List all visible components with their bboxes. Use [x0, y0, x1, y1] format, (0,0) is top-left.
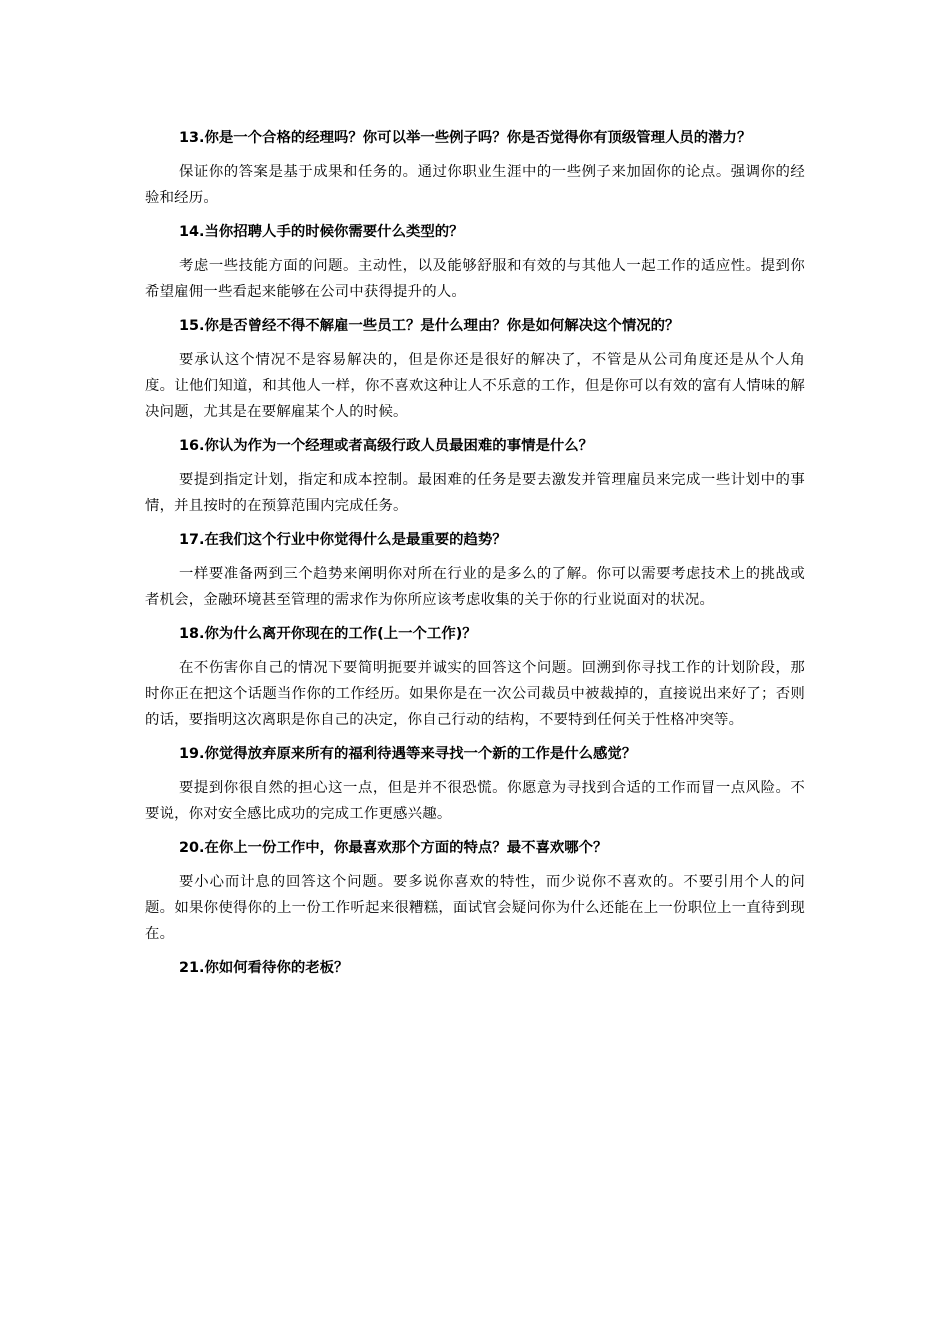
answer-20: 要小心而计息的回答这个问题。要多说你喜欢的特性，而少说你不喜欢的。不要引用个人的问题。如果你使得你的上一份工作听起来很糟糕，面试官会疑问你为什么还能在上一份职位上一直待到现在。: [145, 874, 805, 942]
question-17: 17.在我们这个行业中你觉得什么是最重要的趋势？: [179, 532, 507, 548]
answer-15: 要承认这个情况不是容易解决的，但是你还是很好的解决了，不管是从公司角度还是从个人角度。让他们知道，和其他人一样，你不喜欢这种让人不乐意的工作，但是你可以有效的富有人情味的解决问题，尤其是在要解雇某个人的时候。: [145, 352, 805, 420]
question-20: 20.在你上一份工作中，你最喜欢那个方面的特点？最不喜欢哪个？: [179, 840, 608, 856]
answer-16: 要提到指定计划，指定和成本控制。最困难的任务是要去激发并管理雇员来完成一些计划中的事情，并且按时的在预算范围内完成任务。: [145, 472, 805, 514]
question-13: 13.你是一个合格的经理吗？你可以举一些例子吗？你是否觉得你有顶级管理人员的潜力？: [179, 130, 752, 146]
question-15: 15.你是否曾经不得不解雇一些员工？是什么理由？你是如何解决这个情况的？: [179, 318, 680, 334]
answer-14: 考虑一些技能方面的问题。主动性，以及能够舒服和有效的与其他人一起工作的适应性。提到你希望雇佣一些看起来能够在公司中获得提升的人。: [145, 258, 805, 300]
question-21: 21.你如何看待你的老板？: [179, 960, 349, 976]
answer-17: 一样要准备两到三个趋势来阐明你对所在行业的是多么的了解。你可以需要考虑技术上的挑战或者机会，金融环境甚至管理的需求作为你所应该考虑收集的关于你的行业说面对的状况。: [145, 566, 805, 608]
answer-13: 保证你的答案是基于成果和任务的。通过你职业生涯中的一些例子来加固你的论点。强调你的经验和经历。: [145, 164, 805, 206]
question-16: 16.你认为作为一个经理或者高级行政人员最困难的事情是什么？: [179, 438, 594, 454]
question-19: 19.你觉得放弃原来所有的福利待遇等来寻找一个新的工作是什么感觉？: [179, 746, 637, 762]
question-18: 18.你为什么离开你现在的工作(上一个工作)？: [179, 626, 477, 642]
document-page: [145, 125, 805, 989]
answer-19: 要提到你很自然的担心这一点，但是并不很恐慌。你愿意为寻找到合适的工作而冒一点风险。不要说，你对安全感比成功的完成工作更感兴趣。: [145, 780, 805, 822]
answer-18: 在不伤害你自己的情况下要简明扼要并诚实的回答这个问题。回溯到你寻找工作的计划阶段，那时你正在把这个话题当作你的工作经历。如果你是在一次公司裁员中被裁掉的，直接说出来好了；否则的话，要指明这次离职是你自己的决定，你自己行动的结构，不要特到任何关于性格冲突等。: [145, 660, 805, 728]
question-14: 14.当你招聘人手的时候你需要什么类型的？: [179, 224, 464, 240]
